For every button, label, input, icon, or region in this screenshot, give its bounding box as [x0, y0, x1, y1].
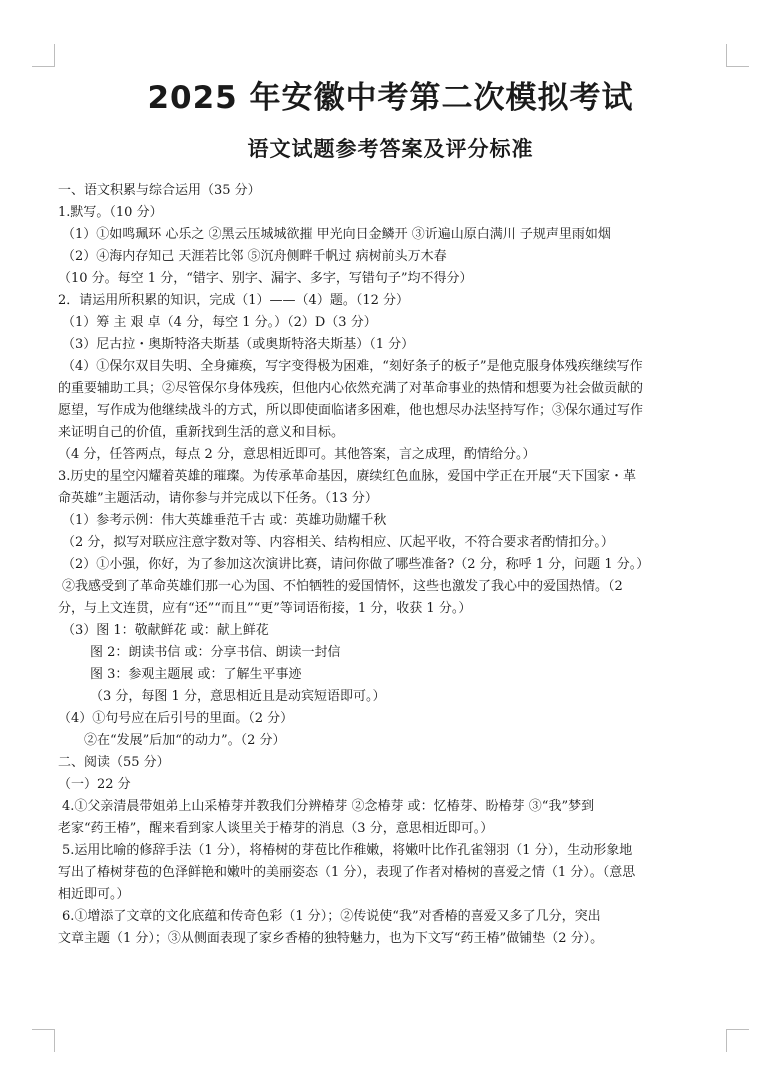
answer-line: 图 3：参观主题展 或：了解生平事迹: [90, 667, 302, 682]
answer-line: （3）尼古拉・奥斯特洛夫斯基（或奥斯特洛夫斯基）（1 分）: [62, 337, 415, 352]
answer-content: [58, 180, 728, 950]
document-title: 2025 年安徽中考第二次模拟考试: [147, 80, 634, 116]
answer-line: 写出了椿树芽苞的色泽鲜艳和嫩叶的美丽姿态（1 分），表现了作者对椿树的喜爱之情（1 分）。（意思: [58, 865, 636, 880]
answer-line: （2）④海内存知己 天涯若比邻 ⑤沉舟侧畔千帆过 病树前头万木春: [62, 249, 447, 264]
answer-line: ②在“发展”后加“的动力”。（2 分）: [84, 733, 286, 748]
question-heading: 1.默写。（10 分）: [58, 205, 163, 220]
document-subtitle: 语文试题参考答案及评分标准: [247, 137, 534, 161]
question-heading: 命英雄”主题活动，请你参与并完成以下任务。（13 分）: [58, 491, 378, 506]
answer-line: （3）图 1：敬献鲜花 或：献上鲜花: [62, 623, 269, 638]
question-heading: 2．请运用所积累的知识，完成（1）——（4）题。（12 分）: [58, 293, 409, 308]
crop-mark-bottom-right: [726, 1029, 749, 1052]
crop-mark-top-right: [726, 44, 749, 67]
answer-line: 4.①父亲清晨带姐弟上山采椿芽并教我们分辨椿芽 ②念椿芽 或：忆椿芽、盼椿芽 ③“我”梦到: [62, 799, 595, 814]
answer-line: （1）①如鸣珮环 心乐之 ②黑云压城城欲摧 甲光向日金鳞开 ③䜣遍山原白满川 子规声里雨如烟: [62, 227, 611, 242]
answer-line: （1）筹 主 艰 卓（4 分，每空 1 分。）（2）D（3 分）: [62, 315, 377, 330]
scoring-note: （2 分，拟写对联应注意字数对等、内容相关、结构相应、仄起平收，不符合要求者酌情扣分。）: [62, 535, 614, 550]
answer-line: （2）①小强，你好，为了参加这次演讲比赛，请问你做了哪些准备?（2 分，称呼 1 分，问题 1 分。）: [62, 557, 650, 572]
section-heading: 一、语文积累与综合运用（35 分）: [58, 183, 261, 198]
answer-line: 愿望，写作成为他继续战斗的方式，所以即使面临诸多困难，他也想尽办法坚持写作；③保尔通过写作: [58, 403, 644, 418]
section-heading: 二、阅读（55 分）: [58, 755, 170, 770]
answer-line: 5.运用比喻的修辞手法（1 分），将椿树的芽苞比作稚嫩，将嫩叶比作孔雀翎羽（1 分），生动形象地: [62, 843, 633, 858]
scoring-note: （3 分，每图 1 分，意思相近且是动宾短语即可。）: [90, 689, 386, 704]
crop-mark-bottom-left: [32, 1029, 55, 1052]
answer-line: （4）①保尔双目失明、全身瘫痪，写字变得极为困难，“刻好条子的板子”是他克服身体残疾继续写作: [62, 359, 643, 374]
answer-line: 文章主题（1 分）；③从侧面表现了家乡香椿的独特魅力，也为下文写“药王椿”做铺垫（2 分）。: [58, 931, 604, 946]
subsection-heading: （一）22 分: [58, 777, 131, 792]
answer-line: 来证明自己的价值，重新找到生活的意义和目标。: [58, 425, 345, 440]
scoring-note: （10 分。每空 1 分，“错字、别字、漏字、多字，写错句子”均不得分）: [58, 271, 473, 286]
answer-line: 图 2：朗读书信 或：分享书信、朗读一封信: [90, 645, 341, 660]
answer-line: （1）参考示例：伟大英雄垂范千古 或：英雄功勋耀千秋: [62, 513, 387, 528]
answer-line: 分，与上文连贯，应有“还”“而且”“更”等词语衔接，1 分，收获 1 分。）: [58, 601, 472, 616]
answer-line: 6.①增添了文章的文化底蕴和传奇色彩（1 分）；②传说使“我”对香椿的喜爱又多了几分，突出: [62, 909, 601, 924]
scoring-note: （4 分，任答两点，每点 2 分，意思相近即可。其他答案，言之成理，酌情给分。）: [58, 447, 536, 462]
answer-line: 的重要辅助工具；②尽管保尔身体残疾，但他内心依然充满了对革命事业的热情和想要为社会做贡献的: [58, 381, 644, 396]
answer-line: 老家“药王椿”，醒来看到家人谈里关于椿芽的消息（3 分，意思相近即可。）: [58, 821, 494, 836]
answer-line: ②我感受到了革命英雄们那一心为国、不怕牺牲的爱国情怀，这些也激发了我心中的爱国热情。（2: [62, 579, 623, 594]
answer-line: 相近即可。）: [58, 887, 130, 902]
crop-mark-top-left: [32, 44, 55, 67]
answer-line: （4）①句号应在后引号的里面。（2 分）: [58, 711, 294, 726]
question-heading: 3.历史的星空闪耀着英雄的璀璨。为传承革命基因，赓续红色血脉，爱国中学正在开展“天下国家・革: [58, 469, 637, 484]
